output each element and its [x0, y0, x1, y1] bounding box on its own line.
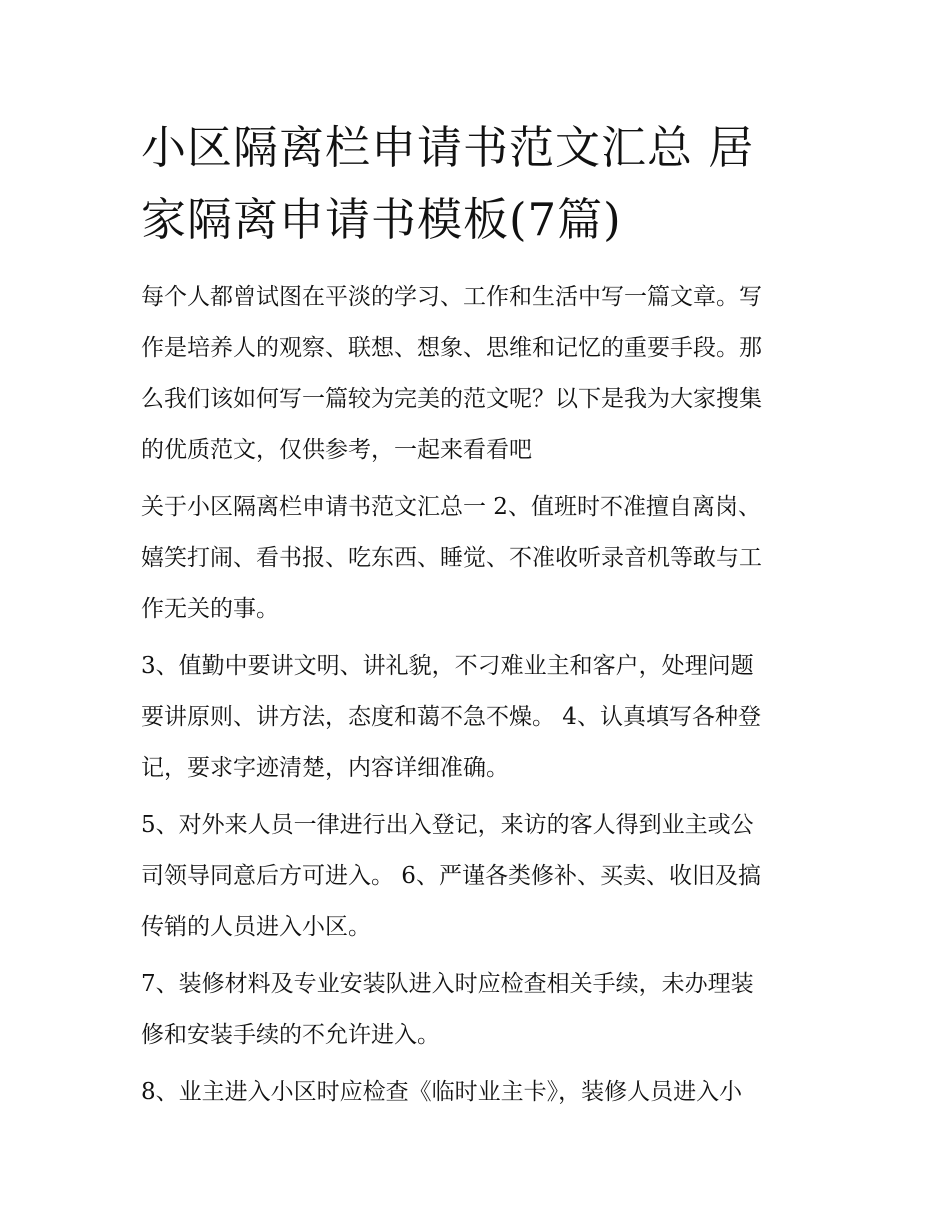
body-paragraph-2: 3、值勤中要讲文明、讲礼貌，不刁难业主和客户，处理问题 要讲原则、讲方法，态度和蔼不急不燥。 4、认真填写各种登 记，要求字迹清楚，内容详细准确。	[141, 653, 761, 781]
body-paragraph-1: 关于小区隔离栏申请书范文汇总一 2、值班时不准擅自离岗、 嬉笑打闹、看书报、吃东西、睡觉、不准收听录音机等敢与工 作无关的事。	[141, 494, 762, 622]
body-paragraph-3: 5、对外来人员一律进行出入登记，来访的客人得到业主或公 司领导同意后方可进入。 6、严谨各类修补、买卖、收旧及搞 传销的人员进入小区。	[141, 812, 761, 940]
intro-paragraph: 每个人都曾试图在平淡的学习、工作和生活中写一篇文章。写 作是培养人的观察、联想、想象、思维和记忆的重要手段。那 么我们该如何写一篇较为完美的范文呢？以下是我为大家搜集 的优质范文，仅供参考，一起来看看吧	[141, 284, 762, 463]
document-title: 小区隔离栏申请书范文汇总 居 家隔离申请书模板(7篇)	[141, 121, 755, 246]
document-body	[141, 112, 811, 1118]
body-paragraph-4: 7、装修材料及专业安装队进入时应检查相关手续，未办理装 修和安装手续的不允许进入。	[141, 971, 754, 1048]
body-paragraph-5: 8、业主进入小区时应检查《临时业主卡》，装修人员进入小	[141, 1079, 743, 1105]
